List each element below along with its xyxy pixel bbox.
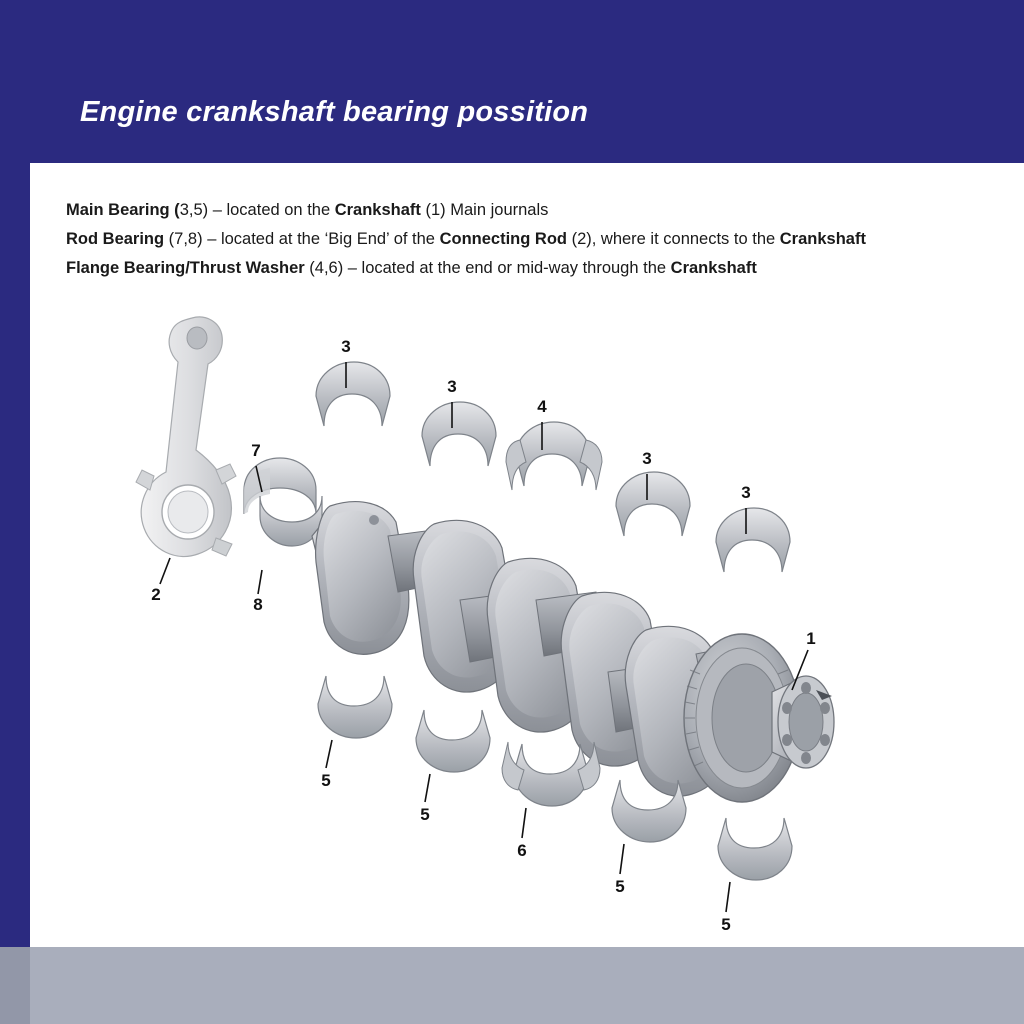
caption-line1-text1: 3,5) – located on the <box>179 201 335 219</box>
connecting-rod-part <box>136 317 236 557</box>
callout-label-3b: 3 <box>447 377 457 396</box>
callout-label-2: 2 <box>151 585 161 604</box>
main-bearing-lower-shell-2 <box>416 710 490 772</box>
caption-line1-bold2: Crankshaft <box>334 201 421 219</box>
callout-label-6: 6 <box>517 841 527 860</box>
header-bar <box>0 0 1024 163</box>
caption-block <box>66 196 996 283</box>
crankshaft-part <box>312 502 834 802</box>
callout-label-3c: 3 <box>642 449 652 468</box>
caption-line2-bold3: Crankshaft <box>779 230 866 248</box>
page-title: Engine crankshaft bearing possition <box>80 96 589 128</box>
callout-label-3d: 3 <box>741 483 751 502</box>
caption-line3-bold1: Flange Bearing/Thrust Washer <box>66 259 305 277</box>
footer-band-accent <box>0 947 30 1024</box>
caption-line-flange-bearing <box>66 254 996 283</box>
main-bearing-upper-shell-4 <box>716 508 790 572</box>
caption-line2-bold2: Connecting Rod <box>439 230 567 248</box>
main-bearing-upper-shell-1 <box>316 362 390 426</box>
crankshaft-exploded-diagram <box>30 300 1024 945</box>
main-bearing-upper-shell-2 <box>422 402 496 466</box>
caption-line-rod-bearing <box>66 225 996 254</box>
callout-label-1: 1 <box>806 629 816 648</box>
caption-line3-bold2: Crankshaft <box>670 259 757 277</box>
callout-label-4: 4 <box>537 397 547 416</box>
callout-label-8: 8 <box>253 595 263 614</box>
caption-line-main-bearing <box>66 196 996 225</box>
callout-label-7: 7 <box>251 441 261 460</box>
caption-line2-text2: (2), where it connects to the <box>566 230 780 248</box>
footer-band <box>0 947 1024 1024</box>
callout-label-5b: 5 <box>420 805 430 824</box>
main-bearing-lower-shell-4 <box>718 818 792 880</box>
callout-label-5c: 5 <box>615 877 625 896</box>
callout-label-5a: 5 <box>321 771 331 790</box>
rod-bearing-shell-upper <box>244 458 316 514</box>
caption-line2-text1: (7,8) – located at the ‘Big End’ of the <box>164 230 440 248</box>
caption-line3-text1: (4,6) – located at the end or mid-way through the <box>304 259 671 277</box>
main-bearing-lower-shell-1 <box>318 676 392 738</box>
caption-line1-bold1: Main Bearing ( <box>66 201 180 219</box>
main-bearing-upper-shell-3 <box>616 472 690 536</box>
callout-label-5d: 5 <box>721 915 731 934</box>
caption-line2-bold1: Rod Bearing <box>66 230 165 248</box>
caption-line1-text2: (1) Main journals <box>420 201 549 219</box>
flange-bearing-upper-4 <box>506 422 602 490</box>
callout-label-3a: 3 <box>341 337 351 356</box>
